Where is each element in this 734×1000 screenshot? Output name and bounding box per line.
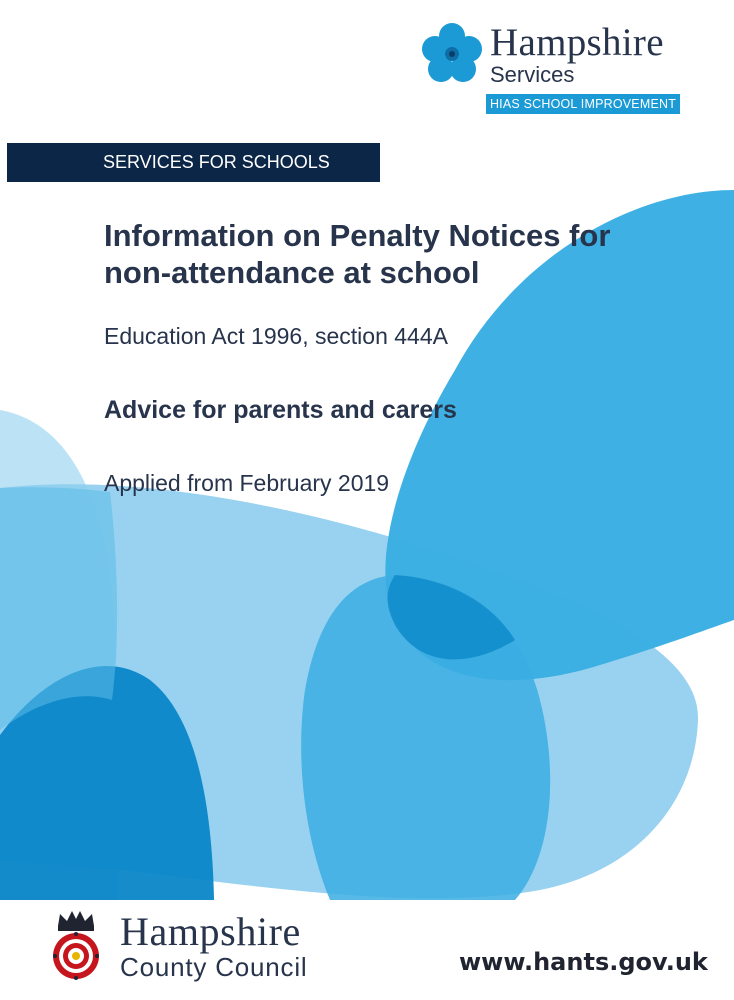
- blob-left-sky: [0, 487, 117, 730]
- document-act: Education Act 1996, section 444A: [104, 323, 448, 349]
- document-applied-date: Applied from February 2019: [104, 470, 390, 496]
- brand-subname: Services: [490, 62, 575, 87]
- website-link[interactable]: www.hants.gov.uk: [459, 948, 708, 976]
- council-sub: County Council: [120, 952, 308, 982]
- hampshire-services-logo: [420, 22, 685, 117]
- council-name: Hampshire: [120, 909, 301, 954]
- brand-name: Hampshire: [490, 21, 664, 64]
- council-crest-icon: [50, 908, 102, 986]
- document-title: Information on Penalty Notices for non-attendance at school: [104, 218, 611, 290]
- brand-tag: HIAS SCHOOL IMPROVEMENT: [486, 94, 680, 114]
- flower-logo-icon: [420, 22, 484, 86]
- document-audience: Advice for parents and carers: [104, 396, 457, 424]
- county-council-logo: [50, 908, 340, 988]
- section-banner: SERVICES FOR SCHOOLS: [7, 143, 380, 182]
